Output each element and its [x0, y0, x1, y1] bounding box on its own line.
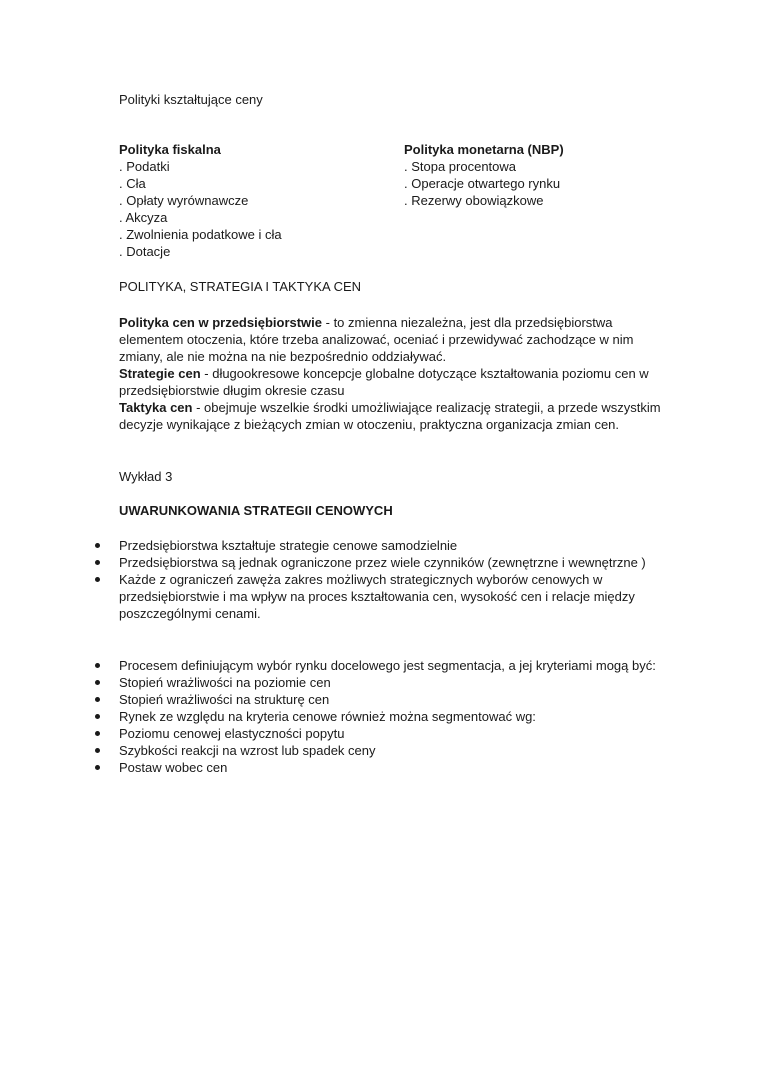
list-item: Przedsiębiorstwa kształtuje strategie cenowe samodzielnie [0, 537, 679, 554]
fiscal-item: . Zwolnienia podatkowe i cła [119, 227, 282, 242]
fiscal-item: . Akcyza [119, 210, 168, 225]
definition-text: - obejmuje wszelkie środki umożliwiające realizację strategii, a przede wszystkim decyzje wynikające z bieżących zmian w otoczeniu, praktyczna organizacja zmian cen. [119, 400, 661, 432]
definition-paragraph [119, 399, 679, 433]
bullet-icon [95, 663, 100, 668]
fiscal-item: . Opłaty wyrównawcze [119, 193, 249, 208]
conditions-bullet-list [0, 537, 679, 622]
monetary-policy-title: Polityka monetarna (NBP) [404, 142, 564, 157]
list-item: Postaw wobec cen [0, 759, 679, 776]
bullet-icon [95, 731, 100, 736]
definitions-block [119, 314, 679, 433]
definition-term: Taktyka cen [119, 400, 193, 415]
bullet-icon [95, 680, 100, 685]
bullet-icon [95, 577, 100, 582]
fiscal-policy-title: Polityka fiskalna [119, 142, 221, 157]
bullet-icon [95, 560, 100, 565]
list-item: Szybkości reakcji na wzrost lub spadek ceny [0, 742, 679, 759]
list-item: Stopień wrażliwości na poziomie cen [0, 674, 679, 691]
section-heading: POLITYKA, STRATEGIA I TAKTYKA CEN [119, 279, 362, 294]
lecture-label: Wykład 3 [119, 469, 173, 484]
list-item: Każde z ograniczeń zawęża zakres możliwych strategicznych wyborów cenowych w przedsiębiorstwie i ma wpływ na proces kształtowania cen, wysokość cen i relacje między poszczególnymi cenami. [0, 571, 679, 622]
definition-paragraph [119, 365, 679, 399]
bullet-icon [95, 748, 100, 753]
fiscal-item: . Cła [119, 176, 146, 191]
monetary-policy-list [404, 141, 564, 209]
list-item: Procesem definiującym wybór rynku docelowego jest segmentacja, a jej kryteriami mogą być: [0, 657, 679, 674]
monetary-item: . Stopa procentowa [404, 159, 517, 174]
fiscal-item: . Podatki [119, 159, 170, 174]
list-item: Poziomu cenowej elastyczności popytu [0, 725, 679, 742]
list-item: Rynek ze względu na kryteria cenowe również można segmentować wg: [0, 708, 679, 725]
bullet-icon [95, 765, 100, 770]
definition-text: - długookresowe koncepcje globalne dotyczące kształtowania poziomu cen w przedsiębiorstwie długim okresie czasu [119, 366, 649, 398]
fiscal-policy-list [119, 141, 282, 260]
bullet-icon [95, 543, 100, 548]
bullet-icon [95, 697, 100, 702]
bullet-icon [95, 714, 100, 719]
definition-term: Polityka cen w przedsiębiorstwie [119, 315, 323, 330]
monetary-item: . Rezerwy obowiązkowe [404, 193, 544, 208]
list-item: Przedsiębiorstwa są jednak ograniczone przez wiele czynników (zewnętrzne i wewnętrzne ) [0, 554, 679, 571]
document-heading: Polityki kształtujące ceny [119, 92, 263, 107]
fiscal-item: . Dotacje [119, 244, 171, 259]
segmentation-bullet-list [0, 657, 679, 776]
definition-term: Strategie cen [119, 366, 201, 381]
conditions-heading: UWARUNKOWANIA STRATEGII CENOWYCH [119, 503, 393, 518]
list-item: Stopień wrażliwości na strukturę cen [0, 691, 679, 708]
monetary-item: . Operacje otwartego rynku [404, 176, 561, 191]
definition-paragraph [119, 314, 679, 365]
definition-text: - to zmienna niezależna, jest dla przedsiębiorstwa elementem otoczenia, które trzeba analizować, oceniać i przewidywać zachodzące w nim zmiany, ale nie można na nie bezpośrednio oddziaływać. [119, 315, 634, 364]
